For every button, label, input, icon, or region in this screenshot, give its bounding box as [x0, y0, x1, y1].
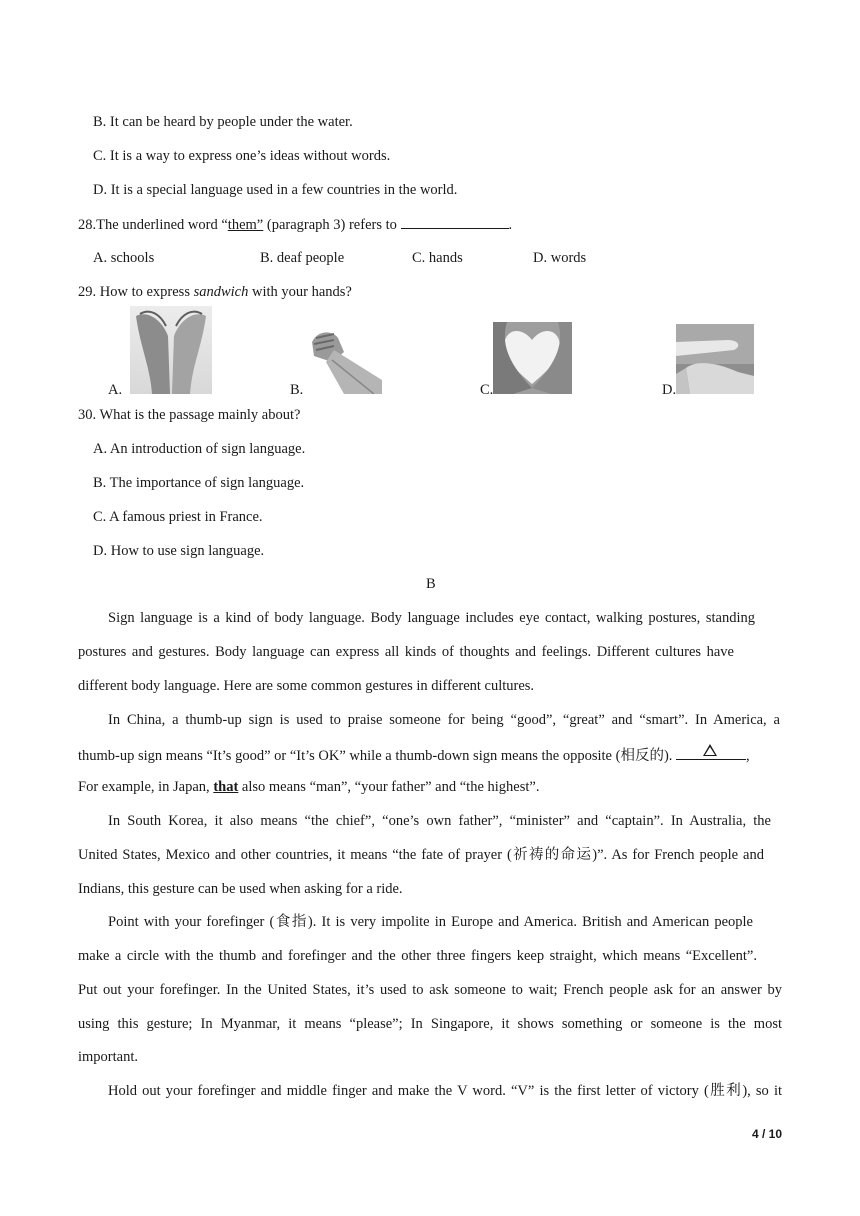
q29-label-d: D. [662, 382, 677, 398]
q30-option-a: A. An introduction of sign language. [93, 441, 306, 457]
underlined-word: them” [227, 217, 264, 233]
p1-line-2: postures and gestures. Body language can express all kinds of thoughts and feelings. Different cultures have [78, 644, 734, 660]
p1-line-3: different body language. Here are some common gestures in different cultures. [78, 678, 535, 694]
p2-line-3: For example, in Japan, that also means “man”, “your father” and “the highest”. [78, 779, 540, 795]
q30-question: 30. What is the passage mainly about? [78, 407, 301, 423]
blank-with-triangle [676, 745, 746, 760]
p5-line-1: Hold out your forefinger and middle finger and make the V word. “V” is the first letter of victory (胜利), so it [108, 1083, 782, 1099]
triangle-icon [703, 744, 717, 756]
q27-option-d: D. It is a special language used in a few countries in the world. [93, 182, 458, 198]
q29-label-a: A. [108, 382, 123, 398]
q28-option-d: D. words [533, 250, 587, 266]
q29-question: 29. How to express sandwich with your hands? [78, 284, 352, 300]
p4-line-4: using this gesture; In Myanmar, it means “please”; In Singapore, it shows something or someone is the most [78, 1016, 782, 1032]
q28-option-a: A. schools [93, 250, 155, 266]
hands-clasped-photo [304, 322, 382, 394]
q28-question: 28.The underlined word “them” (paragraph 3) refers to . [78, 217, 513, 233]
q30-option-b: B. The importance of sign language. [93, 475, 305, 491]
p4-line-5: important. [78, 1049, 139, 1065]
p2-line-1: In China, a thumb-up sign is used to praise someone for being “good”, “great” and “smart”. In America, a [108, 712, 780, 728]
answer-blank [401, 215, 509, 229]
q28-option-b: B. deaf people [260, 250, 345, 266]
p3-line-1: In South Korea, it also means “the chief”, “one’s own father”, “minister” and “captain”. In Australia, the [108, 813, 771, 829]
p4-line-2: make a circle with the thumb and forefinger and the other three fingers keep straight, which means “Excellent”. [78, 948, 757, 964]
hands-cupped-photo [130, 306, 212, 394]
p4-line-1: Point with your forefinger (食指). It is very impolite in Europe and America. British and American people [108, 914, 753, 930]
q29-label-b: B. [290, 382, 304, 398]
p4-line-3: Put out your forefinger. In the United States, it’s used to ask someone to wait; French people ask for an answer by [78, 982, 782, 998]
q30-option-d: D. How to use sign language. [93, 543, 265, 559]
q29-label-c: C. [480, 382, 494, 398]
underlined-that: that [213, 779, 239, 795]
hands-flat-photo [676, 324, 754, 394]
hands-heart-photo [493, 322, 572, 394]
section-heading: B [426, 576, 436, 592]
sandwich-italic: sandwich [193, 284, 249, 300]
p3-line-3: Indians, this gesture can be used when asking for a ride. [78, 881, 403, 897]
p1-line-1: Sign language is a kind of body language. Body language includes eye contact, walking postures, standing [108, 610, 755, 626]
p3-line-2: United States, Mexico and other countries, it means “the fate of prayer (祈祷的命运)”. As for French people and [78, 847, 764, 863]
p2-line-2: thumb-up sign means “It’s good” or “It’s OK” while a thumb-down sign means the opposite (相反的). , [78, 745, 750, 765]
page-number: 4 / 10 [751, 1127, 782, 1141]
q30-option-c: C. A famous priest in France. [93, 509, 263, 525]
q27-option-c: C. It is a way to express one’s ideas without words. [93, 148, 391, 164]
q27-option-b: B. It can be heard by people under the water. [93, 114, 353, 130]
q28-option-c: C. hands [412, 250, 463, 266]
